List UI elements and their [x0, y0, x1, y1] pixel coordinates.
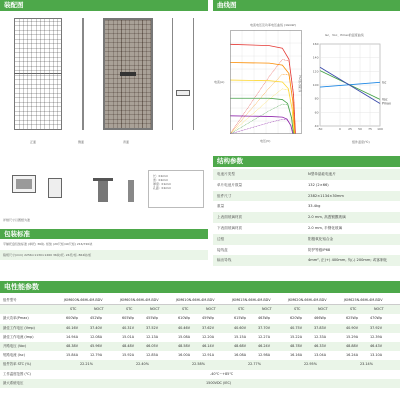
back-label: 背面 — [123, 140, 130, 144]
operating-temp-label: 工作温度范围 (℃) — [3, 371, 31, 376]
electrical-value: 45.96V — [90, 344, 103, 348]
iv-chart-title: 电流电压及功率电压曲线 (1GGW) — [250, 23, 296, 27]
tolerance-length: 长: ±2mm — [153, 174, 169, 178]
electrical-value: 466Wp — [314, 316, 326, 321]
electrical-value: 48.68V — [234, 344, 247, 348]
electrical-value: 13.10A — [370, 353, 383, 358]
temp-y-tick: 100 — [312, 83, 319, 87]
system-voltage-label: 最大系统电压 — [3, 380, 24, 385]
model-name: JKM605N-66HL4M-BDV — [120, 298, 159, 302]
iv-series-line — [230, 80, 294, 134]
electrical-value: 12.85A — [146, 353, 159, 358]
structure-value: 2382×1134×30mm — [308, 193, 344, 198]
iv-power-line — [230, 74, 295, 134]
structure-row — [213, 212, 400, 223]
iv-power-line — [230, 89, 294, 134]
module-section-drawing — [172, 18, 194, 130]
electrical-value: 37.52V — [146, 325, 159, 330]
section-packaging: 包装标准 — [0, 229, 208, 239]
noct-header: NOCT — [318, 307, 328, 312]
electrical-value: 46.24V — [258, 344, 271, 348]
module-front-drawing — [14, 18, 62, 130]
electrical-value: 48.58V — [178, 344, 191, 348]
temp-x-tick: 25 — [348, 127, 352, 131]
iv-chart — [230, 30, 302, 134]
electrical-value: 605Wp — [122, 316, 134, 321]
temp-chart-title: Isc、Voc、Pmax的温度曲线 — [325, 33, 364, 37]
side-label: 侧面 — [78, 140, 85, 144]
electrical-value: 16.08A — [234, 353, 247, 358]
model-name: JKM615N-66HL4M-BDV — [232, 298, 271, 302]
structure-value: 2.0 mm, 高透镀膜玻璃 — [308, 215, 346, 220]
electrical-value: 15.08A — [178, 334, 191, 339]
iv-power-line — [230, 119, 293, 134]
iv-chart-xlabel: 电压(V) — [260, 139, 271, 143]
electrical-row-label: 最佳工作电压 (Vmp) — [3, 325, 35, 330]
structure-key: 边框 — [217, 236, 225, 241]
electrical-value: 48.48V — [122, 344, 135, 348]
structure-key: 输出导线 — [217, 258, 232, 263]
electrical-value: 40.16V — [66, 325, 79, 330]
structure-key: 上表面玻璃材质 — [217, 215, 243, 220]
temp-y-tick: 120 — [312, 69, 319, 74]
electrical-value: 15.22A — [290, 334, 303, 339]
efficiency-value: 22.58% — [192, 362, 205, 367]
temp-x-tick: 75 — [368, 127, 372, 131]
structure-row — [213, 180, 400, 191]
structure-key: 单片电池片数量 — [217, 182, 243, 187]
electrical-data-row — [0, 314, 400, 323]
stc-header: STC — [70, 307, 77, 312]
electrical-value: 455Wp — [146, 316, 158, 321]
electrical-value: 15.92A — [122, 353, 135, 358]
electrical-value: 48.78V — [290, 344, 303, 348]
electrical-row-label: 最佳工作电流 (Imp) — [3, 334, 34, 339]
frame-profile-c-top — [93, 178, 113, 181]
electrical-value: 625Wp — [346, 316, 358, 321]
temp-y-tick: 80 — [314, 96, 319, 101]
stc-header: STC — [294, 307, 301, 312]
efficiency-value: 22.21% — [80, 362, 93, 367]
structure-key: 下表面玻璃材质 — [217, 226, 243, 230]
section-electrical: 电性能参数 — [0, 281, 400, 293]
efficiency-row — [0, 360, 400, 369]
temp-x-tick: 0 — [339, 127, 341, 131]
electrical-value: 40.75V — [290, 325, 303, 330]
noct-header: NOCT — [94, 307, 104, 312]
electrical-row-label: 开路电压 (Voc) — [3, 344, 27, 348]
electrical-value: 12.39A — [370, 334, 383, 339]
structure-row — [213, 245, 400, 256]
structure-key: 接线盒 — [217, 247, 228, 252]
efficiency-label: 组件效率 STC (%) — [3, 362, 31, 367]
electrical-value: 620Wp — [290, 316, 302, 321]
packaging-row — [0, 250, 208, 260]
electrical-value: 12.20A — [202, 334, 215, 339]
electrical-value: 15.15A — [234, 334, 247, 339]
temp-x-tick: 100 — [377, 127, 383, 131]
efficiency-value: 22.40% — [136, 362, 149, 367]
efficiency-value: 22.95% — [304, 362, 317, 367]
stc-header: STC — [182, 307, 189, 312]
electrical-value: 46.43V — [370, 344, 383, 348]
electrical-value: 12.79A — [90, 353, 103, 358]
electrical-value: 615Wp — [234, 316, 246, 321]
electrical-value: 610Wp — [178, 316, 190, 321]
structure-row — [213, 223, 400, 234]
noct-header: NOCT — [262, 307, 272, 312]
section-curves: 曲线图 — [213, 0, 400, 11]
packaging-row-text: 箱规尺寸(mm) 2256×1130×1260 36块/托, 24托/柜, 864块/柜 — [3, 253, 92, 257]
electrical-value: 48.38V — [66, 344, 79, 348]
structure-row — [213, 201, 400, 212]
electrical-value: 40.46V — [178, 325, 191, 330]
efficiency-value: 23.14% — [360, 362, 373, 367]
structure-value: N型单晶硅电池片 — [308, 172, 336, 176]
temp-legend-isc: Isc — [382, 80, 387, 85]
electrical-value: 37.92V — [370, 325, 383, 330]
model-header-label: 组件型号 — [3, 298, 17, 302]
operating-temp-row — [0, 370, 400, 379]
model-name: JKM600N-66HL4M-BDV — [64, 298, 103, 302]
electrical-value: 46.05V — [146, 344, 159, 348]
structure-row — [213, 169, 400, 180]
system-voltage-value: 1500VDC (IEC) — [206, 380, 232, 385]
module-front-midline — [14, 73, 62, 74]
electrical-row-label: 最大功率(Pmax) — [3, 316, 29, 321]
structure-key: 组件尺寸 — [217, 193, 232, 198]
noct-header: NOCT — [206, 307, 216, 312]
temp-chart-xlabel: 组件温度(℃) — [352, 140, 370, 144]
model-name: JKM625N-66HL4M-BDV — [344, 298, 383, 302]
temp-chart — [308, 40, 398, 138]
structure-value: 33.4kg — [308, 204, 321, 209]
tolerance-holes: 孔距: ±2mm — [153, 186, 172, 190]
temp-y-tick: 140 — [312, 55, 319, 60]
electrical-value: 46.33V — [314, 344, 327, 348]
electrical-value: 470Wp — [370, 316, 382, 321]
electrical-data-row — [0, 351, 400, 360]
operating-temp-value: -40℃~+85℃ — [210, 371, 234, 376]
efficiency-value: 22.77% — [248, 362, 261, 367]
model-name: JKM610N-66HL4M-BDV — [176, 298, 215, 302]
structure-row — [213, 191, 400, 202]
frame-profile-d — [128, 180, 134, 202]
temp-legend-voc: Voc — [382, 97, 388, 102]
electrical-subheader-row — [0, 305, 400, 314]
structure-row — [213, 255, 400, 266]
structure-value: 4mm², 正(+) 400mm, 负(-) 200mm; 或客制化 — [308, 258, 388, 263]
electrical-value: 15.29A — [346, 334, 359, 339]
frame-profile-b — [48, 178, 62, 198]
electrical-header-row — [0, 296, 400, 305]
electrical-value: 13.04A — [314, 353, 327, 358]
electrical-value: 48.88V — [346, 344, 359, 348]
structure-value: 阳极氧化铝合金 — [308, 236, 334, 241]
tolerance-width: 宽: ±2mm — [153, 178, 169, 182]
electrical-value: 16.24A — [346, 353, 359, 358]
electrical-value: 37.70V — [258, 325, 271, 330]
structure-value: 132 (2×66) — [308, 182, 329, 187]
temp-legend-pmax: Pmax — [382, 101, 391, 106]
electrical-value: 40.31V — [122, 325, 135, 330]
electrical-value: 37.40V — [90, 325, 103, 330]
temp-chart-ylabel: 标准化值(%) — [298, 74, 302, 92]
structure-value: 防护等级IP68 — [308, 247, 331, 252]
noct-header: NOCT — [374, 307, 384, 312]
stc-header: STC — [126, 307, 133, 312]
electrical-data-row — [0, 333, 400, 342]
structure-value: 2.0 mm, 半钢化玻璃 — [308, 226, 343, 230]
electrical-value: 46.14V — [202, 344, 215, 348]
electrical-value: 37.83V — [314, 325, 327, 330]
electrical-value: 600Wp — [66, 316, 78, 321]
electrical-value: 16.00A — [178, 353, 191, 358]
electrical-value: 12.27A — [258, 334, 271, 339]
temp-x-tick: 50 — [358, 127, 362, 131]
electrical-value: 15.01A — [122, 334, 135, 339]
tolerance-thickness: 厚度: ±1mm — [153, 182, 172, 186]
electrical-value: 12.98A — [258, 353, 271, 358]
junction-box-icon — [120, 72, 136, 76]
section-marker-icon — [176, 90, 190, 96]
section-structure: 结构参数 — [213, 156, 400, 167]
noct-header: NOCT — [150, 307, 160, 312]
iv-series-line — [230, 44, 295, 134]
temp-x-tick: -50 — [317, 127, 323, 131]
electrical-value: 12.33A — [314, 334, 327, 339]
structure-row — [213, 234, 400, 245]
system-voltage-row — [0, 379, 400, 388]
model-name: JKM620N-66HL4M-BDV — [288, 298, 327, 302]
electrical-value: 40.90V — [346, 325, 359, 330]
frame-profile-a-inner — [16, 179, 32, 189]
section-assembly: 装配图 — [0, 0, 208, 11]
stc-header: STC — [350, 307, 357, 312]
temp-y-tick: 160 — [312, 42, 319, 46]
structure-key: 电池片类型 — [217, 172, 235, 176]
electrical-value: 452Wp — [90, 316, 102, 321]
electrical-data-row — [0, 342, 400, 351]
electrical-row-label: 短路电流 (Isc) — [3, 353, 25, 358]
electrical-value: 12.08A — [90, 334, 103, 339]
electrical-data-row — [0, 324, 400, 333]
electrical-value: 40.60V — [234, 325, 247, 330]
iv-chart-ylabel: 电流(A) — [214, 80, 225, 84]
structure-row — [213, 266, 400, 277]
electrical-value: 15.84A — [66, 353, 79, 358]
electrical-value: 16.16A — [290, 353, 303, 358]
electrical-value: 37.62V — [202, 325, 215, 330]
electrical-value: 12.91A — [202, 353, 215, 358]
electrical-value: 14.94A — [66, 334, 79, 339]
temp-y-tick: 60 — [314, 110, 319, 115]
electrical-value: 12.13A — [146, 334, 159, 339]
tolerance-box — [148, 170, 204, 208]
temp-y-tick: 40 — [314, 124, 319, 128]
front-label: 正面 — [30, 140, 37, 144]
frame-profile-c — [98, 178, 108, 202]
electrical-value: 463Wp — [258, 316, 270, 321]
iv-power-line — [230, 104, 293, 134]
drawing-note: 详细尺寸以图纸为准 — [3, 218, 31, 222]
stc-header: STC — [238, 307, 245, 312]
module-side-drawing — [82, 18, 84, 130]
structure-key: 重量 — [217, 204, 225, 209]
electrical-value: 459Wp — [202, 316, 214, 321]
packaging-note: 平铺托盘包装标准 (单托) 36块, 柜装 (20尺柜/40尺柜) 216/720块 — [3, 242, 93, 246]
